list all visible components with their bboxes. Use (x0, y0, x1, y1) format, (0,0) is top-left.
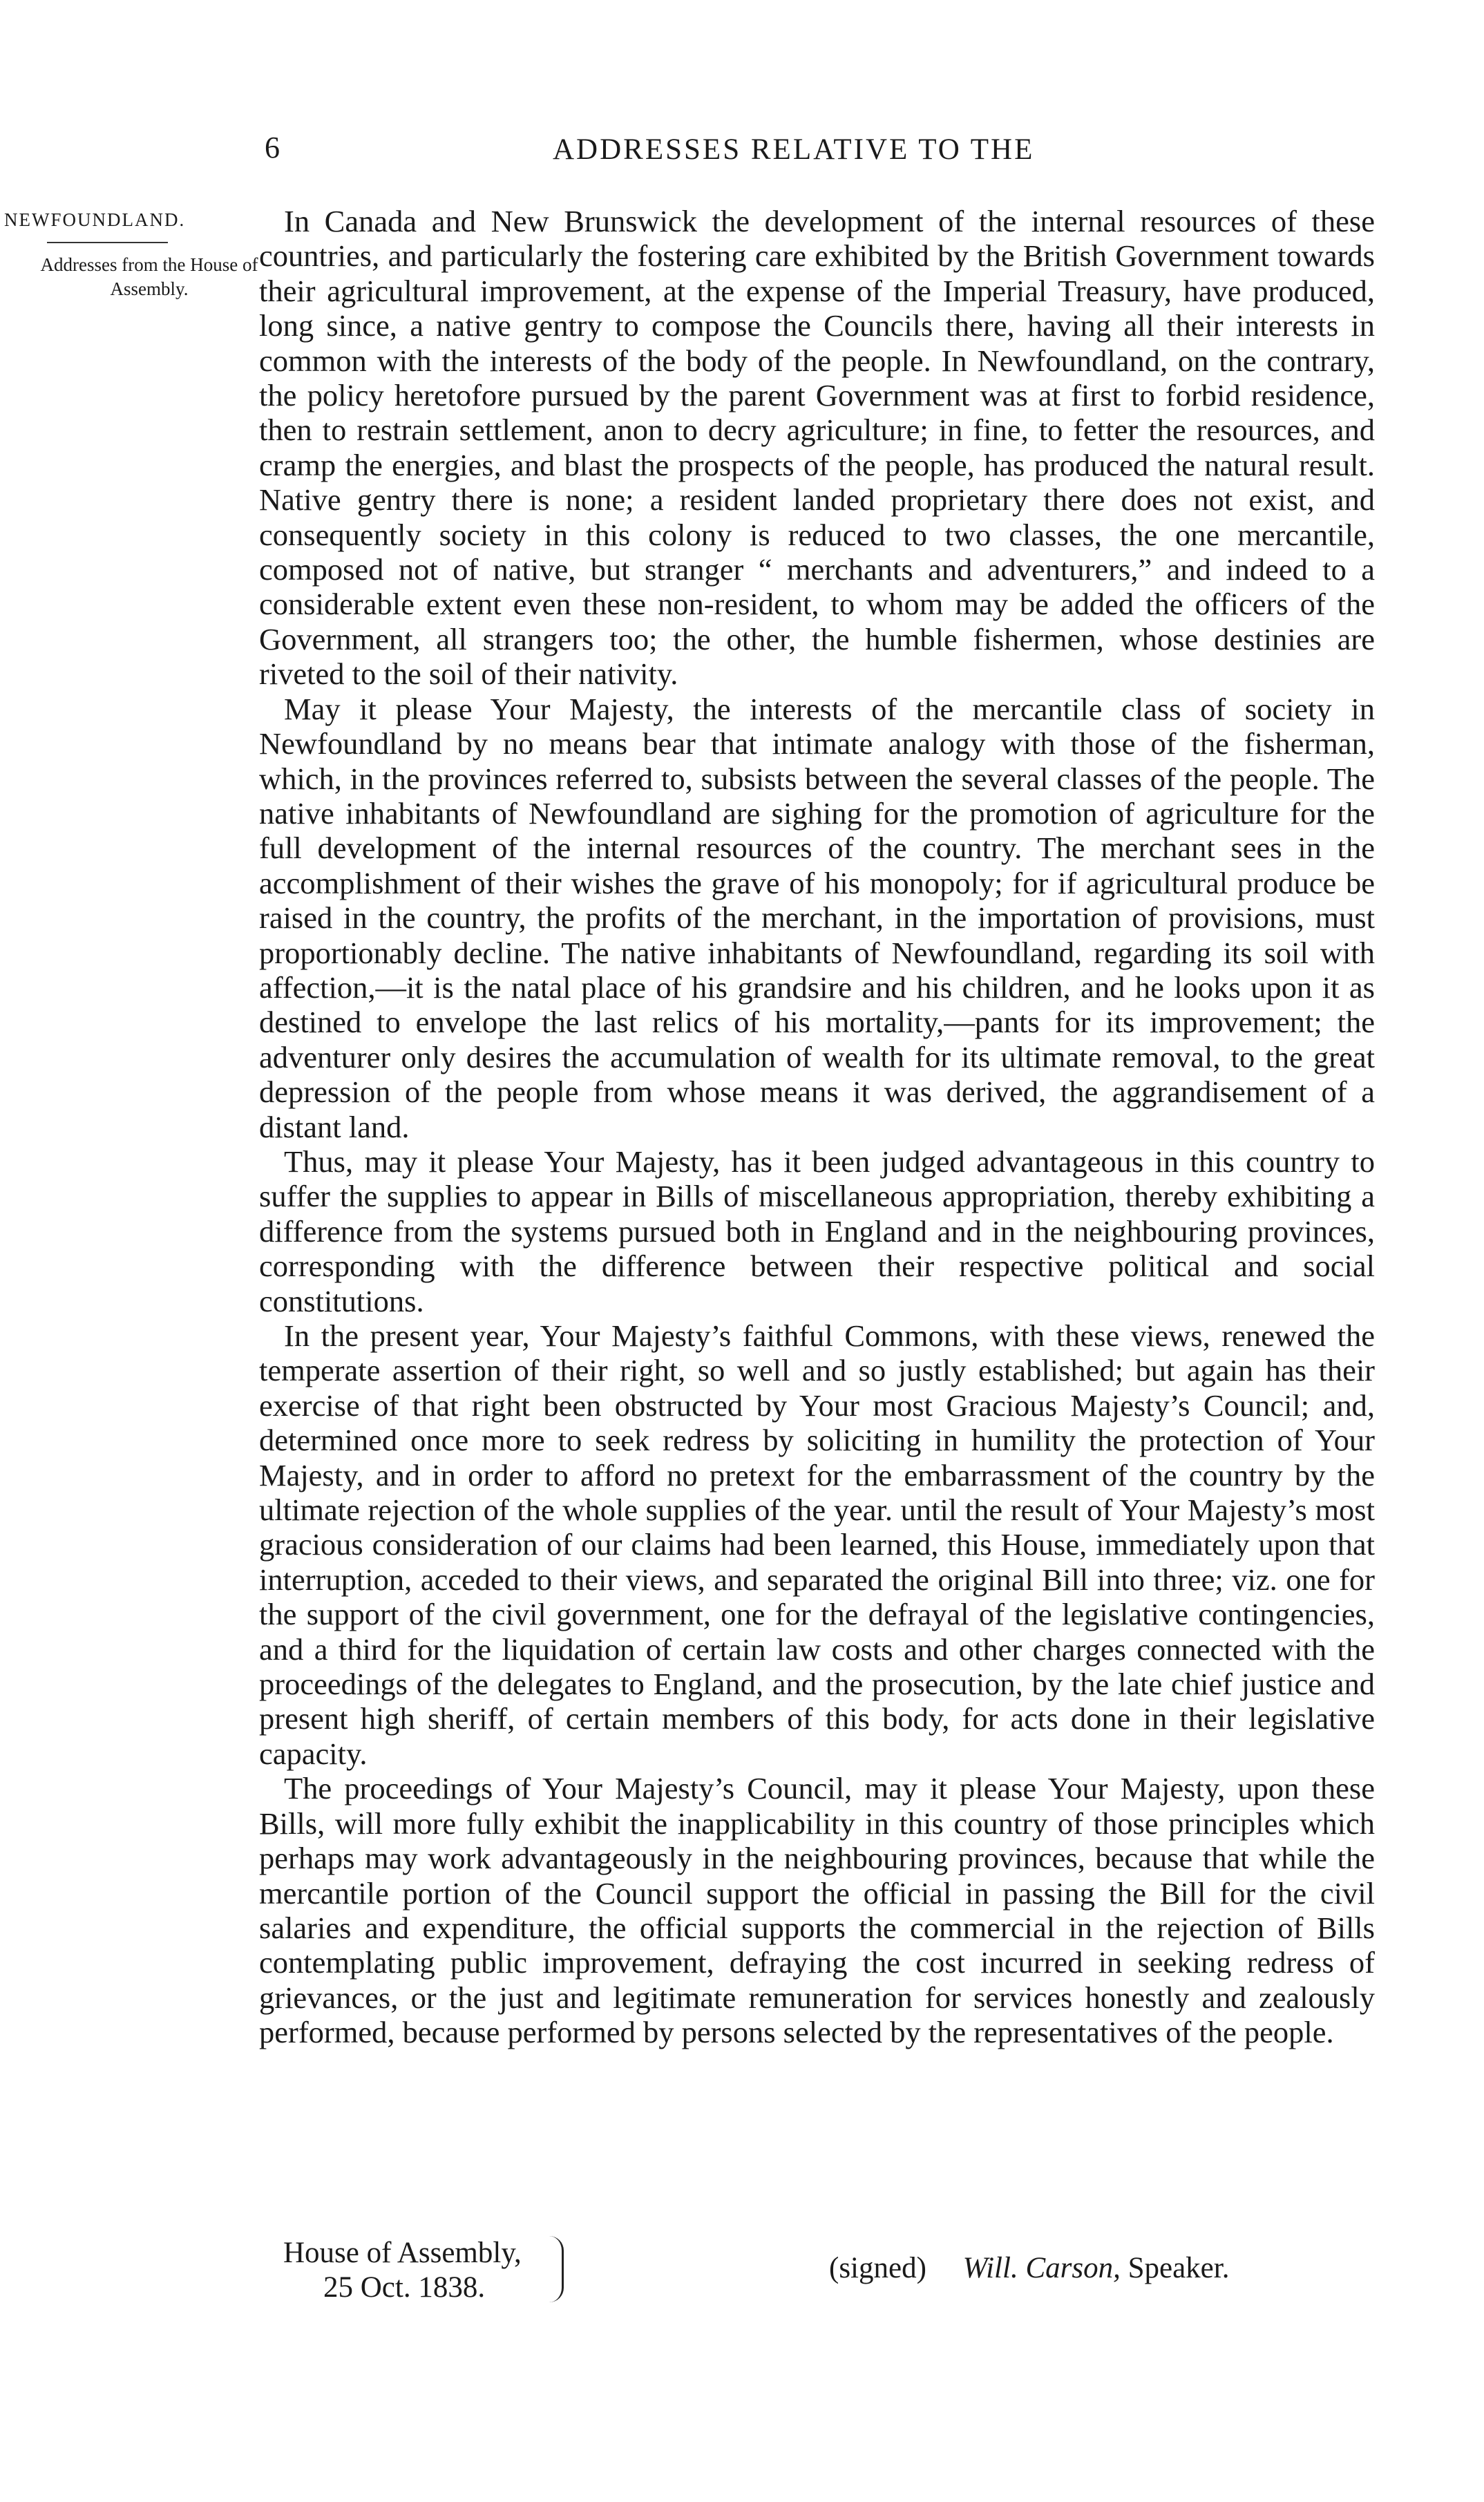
margin-notes (4, 209, 294, 301)
house-name: House of Assembly, (283, 2237, 522, 2269)
body-text (259, 204, 1375, 2050)
margin-note: Addresses from the House of Assembly. (40, 254, 258, 299)
running-title: ADDRESSES RELATIVE TO THE (553, 133, 1035, 166)
paragraph: In the present year, Your Majesty’s faithful Commons, with these views, renewed the temperate assertion of their right, so well and so justly established; but again has their exercise of that right been obstructed by Your most Gracious Majesty’s Council; and, determined once more to seek redress by soliciting in humility the protection of Your Majesty, and in order to afford no pretext for the embarrassment of the country by the ultimate rejection of the whole supplies of the year. until the result of Your Majesty’s most gracious consideration of our claims had been learned, this House, immediately upon that interruption, acceded to their views, and separated the original Bill into three; viz. one for the support of the civil government, one for the defrayal of the legislative contingencies, and a third for the liquidation of certain law costs and other charges connected with the proceedings of the delegates to England, and the prosecution, by the late chief justice and present high sheriff, of certain members of this body, for acts done in their legislative capacity. (259, 1318, 1375, 1771)
paragraph: In Canada and New Brunswick the development of the internal resources of these countries, and particularly the fostering care exhibited by the British Government towards their agricultural improvement, at the expense of the Imperial Treasury, have produced, long since, a native gentry to compose the Councils there, having all their interests in common with the interests of the body of the people. In Newfoundland, on the contrary, the policy heretofore pursued by the parent Government was at first to forbid residence, then to restrain settlement, anon to decry agriculture; in fine, to fetter the resources, and cramp the energies, and blast the prospects of the people, has produced the natural result. Native gentry there is none; a resident landed proprietary there does not exist, and consequently society in this colony is reduced to two classes, the one mercantile, composed not of native, but stranger “ merchants and adventurers,” and indeed to a considerable extent even these non-resident, to whom may be added the officers of the Government, all strangers too; the other, the humble fishermen, whose destinies are riveted to the soil of their nativity. (259, 204, 1375, 692)
signed-label: (signed) (829, 2252, 926, 2284)
paragraph: Thus, may it please Your Majesty, has it been judged advantageous in this country to suffer the supplies to appear in Bills of miscellaneous appropriation, thereby exhibiting a difference from the systems pursued both in England and in the neighbouring provinces, corresponding with the difference between their respective political and social constitutions. (259, 1144, 1375, 1318)
paragraph: May it please Your Majesty, the interests of the mercantile class of society in Newfoundland by no means bear that intimate analogy with those of the fisherman, which, in the provinces referred to, subsists between the several classes of the people. The native inhabitants of Newfoundland are sighing for the promotion of agriculture for the full development of the internal resources of the country. The merchant sees in the accomplishment of their wishes the grave of his monopoly; for if agricultural produce be raised in the country, the profits of the merchant, in the importation of provisions, must proportionably decline. The native inhabitants of Newfoundland, regarding its soil with affection,—it is the natal place of his grandsire and his children, and he looks upon it as destined to envelope the last relics of his mortality,—pants for its improvement; the adventurer only desires the accumulation of wealth for its ultimate removal, to the great depression of the people from whose means it was derived, the aggrandisement of a distant land. (259, 691, 1375, 1144)
page-number: 6 (265, 131, 280, 164)
brace (549, 2236, 564, 2302)
signoff-date: 25 Oct. 1838. (323, 2271, 486, 2304)
place-date (283, 2236, 522, 2305)
paragraph: The proceedings of Your Majesty’s Council, may it please Your Majesty, upon these Bills, will more fully exhibit the inapplicability in this country of those principles which perhaps may work advantageously in the neighbouring provinces, because that while the mercantile portion of the Council support the official in passing the Bill for the civil salaries and expenditure, the official supports the commercial in the rejection of Bills contemplating public improvement, defraying the cost incurred in seeking redress of grievances, or the just and legitimate remuneration for services honestly and zealously performed, because performed by persons selected by the representatives of the people. (259, 1771, 1375, 2050)
signer-title: Speaker. (1128, 2252, 1230, 2284)
margin-place-heading: NEWFOUNDLAND. (4, 209, 186, 230)
signer-name: Will. Carson, (962, 2252, 1121, 2284)
signature-line (829, 2251, 1229, 2285)
margin-divider (47, 242, 168, 243)
signoff-block (263, 2236, 1396, 2312)
